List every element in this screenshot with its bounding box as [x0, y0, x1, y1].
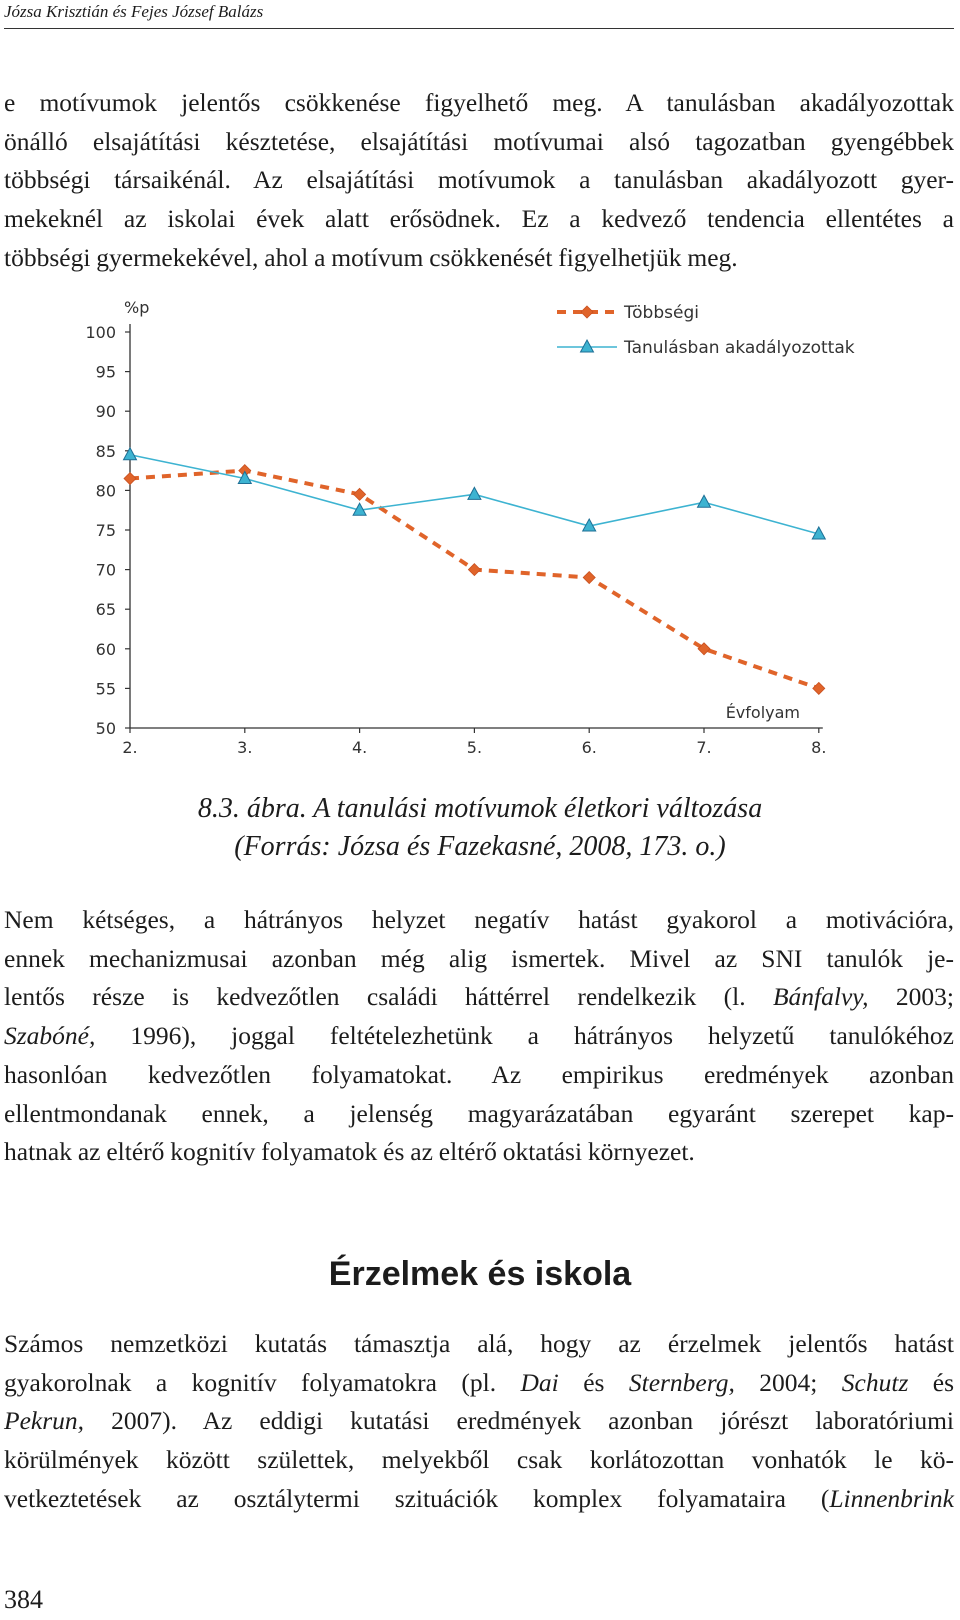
text-line: ellentmondanak ennek, a jelenség magyarázatában egyaránt szerepet kap- [4, 1098, 954, 1128]
text-line [4, 1480, 954, 1519]
caption-title: 8.3. ábra. A tanulási motívumok életkori változása [197, 793, 763, 824]
x-tick-label: 2. [122, 738, 138, 757]
citation-author: Dai [520, 1367, 559, 1397]
citation-author: Szabóné, [4, 1021, 96, 1051]
text-line: e motívumok jelentős csökkenése figyelhető meg. A tanulásban akadályozottak [4, 88, 954, 117]
paragraph-intro [4, 84, 954, 278]
legend-marker [581, 340, 594, 352]
text-line: hatnak az eltérő kognitív folyamatok és az eltérő oktatási környezet. [4, 1137, 695, 1167]
x-tick-label: 4. [351, 738, 368, 757]
text-segment: 1996), joggal feltételezhetünk a hátrányos helyzetű tanulókéhoz [130, 1021, 954, 1051]
paragraph-disadvantage [4, 901, 954, 1172]
x-tick-label: 6. [581, 738, 597, 757]
y-tick-label: 80 [95, 481, 116, 501]
text-segment: és [583, 1367, 605, 1397]
legend-marker [581, 306, 593, 318]
x-axis-title: Évfolyam [725, 703, 800, 722]
y-tick-label: 60 [95, 639, 116, 659]
text-line [4, 1402, 954, 1441]
citation-author: Bánfalvy, [772, 982, 869, 1012]
legend-label: Tanulásban akadályozottak [624, 338, 855, 358]
y-axis-title: %p [124, 300, 150, 317]
y-tick-label: 90 [95, 402, 116, 422]
text-line: Számos nemzetközi kutatás támasztja alá, hogy az érzelmek jelentős hatást [4, 1329, 954, 1358]
text-line: hasonlóan kedvezőtlen folyamatokat. Az empirikus eredmények azonban [4, 1059, 954, 1089]
x-tick-label: 8. [811, 738, 827, 757]
text-line: mekeknél az iskolai évek alatt erősödnek. Ez a kedvező tendencia ellentétes a [4, 204, 954, 234]
x-tick-label: 3. [237, 738, 253, 757]
series-line-1 [130, 471, 819, 689]
figure-caption [0, 790, 960, 866]
data-point [698, 495, 711, 507]
text-segment: 2004; [759, 1367, 818, 1397]
data-point [813, 682, 825, 694]
text-segment: vetkeztetések az osztálytermi szituációk komplex folyamataira ( [4, 1483, 830, 1513]
text-segment: 2003; [895, 982, 955, 1012]
text-segment: lentős része is kedvezőtlen családi háttérrel rendelkezik (l. [4, 982, 746, 1012]
citation-author: Schutz [841, 1367, 909, 1397]
text-line: többségi társaikénál. Az elsajátítási motívumok a tanulásban akadályozott gyer- [4, 165, 954, 195]
text-line: ennek mechanizmusai azonban még alig ismertek. Mivel az SNI tanulók je- [4, 943, 954, 973]
text-line [4, 978, 954, 1017]
y-tick-label: 85 [95, 441, 116, 461]
text-segment: 2007). Az eddigi kutatási eredmények azonban jórészt laboratóriumi [111, 1406, 955, 1436]
text-line: körülmények között születtek, melyekből csak korlátozottan vonhatók le kö- [4, 1445, 954, 1475]
text-segment: gyakorolnak a kognitív folyamatokra (pl. [4, 1367, 497, 1397]
page-number: 384 [4, 1585, 43, 1614]
citation-author: Sternberg, [628, 1367, 735, 1397]
y-tick-label: 50 [95, 719, 116, 738]
text-line: Nem kétséges, a hátrányos helyzet negatív hatást gyakorol a motivációra, [4, 905, 954, 934]
y-tick-label: 75 [95, 521, 116, 540]
y-tick-label: 95 [95, 362, 116, 382]
paragraph-emotions [4, 1325, 954, 1519]
section-heading: Érzelmek és iskola [328, 1255, 632, 1293]
y-tick-label: 55 [95, 679, 116, 699]
text-line [4, 1364, 954, 1403]
caption-source: (Forrás: Józsa és Fazekasné, 2008, 173. o.) [234, 831, 726, 862]
x-tick-label: 7. [696, 738, 712, 757]
citation-author: Linnenbrink [829, 1483, 954, 1513]
data-point [468, 487, 481, 499]
text-line: többségi gyermekekével, ahol a motívum csökkenését figyelhetjük meg. [4, 242, 738, 272]
data-point [583, 572, 595, 584]
text-line [4, 1017, 954, 1056]
running-head: Józsa Krisztián és Fejes József Balázs [4, 0, 954, 29]
y-tick-label: 65 [95, 600, 116, 620]
data-point [124, 473, 136, 485]
line-chart [0, 300, 960, 770]
y-tick-label: 70 [95, 560, 116, 580]
y-tick-label: 100 [85, 323, 116, 342]
text-line: önálló elsajátítási késztetése, elsajátítási motívumai alsó tagozatban gyengébbek [4, 126, 954, 156]
data-point [354, 488, 366, 500]
data-point [124, 448, 137, 460]
x-tick-label: 5. [466, 738, 483, 757]
legend-label: Többségi [624, 303, 699, 323]
data-point [468, 564, 480, 576]
citation-author: Pekrun, [4, 1406, 85, 1436]
text-segment: és [932, 1367, 955, 1397]
